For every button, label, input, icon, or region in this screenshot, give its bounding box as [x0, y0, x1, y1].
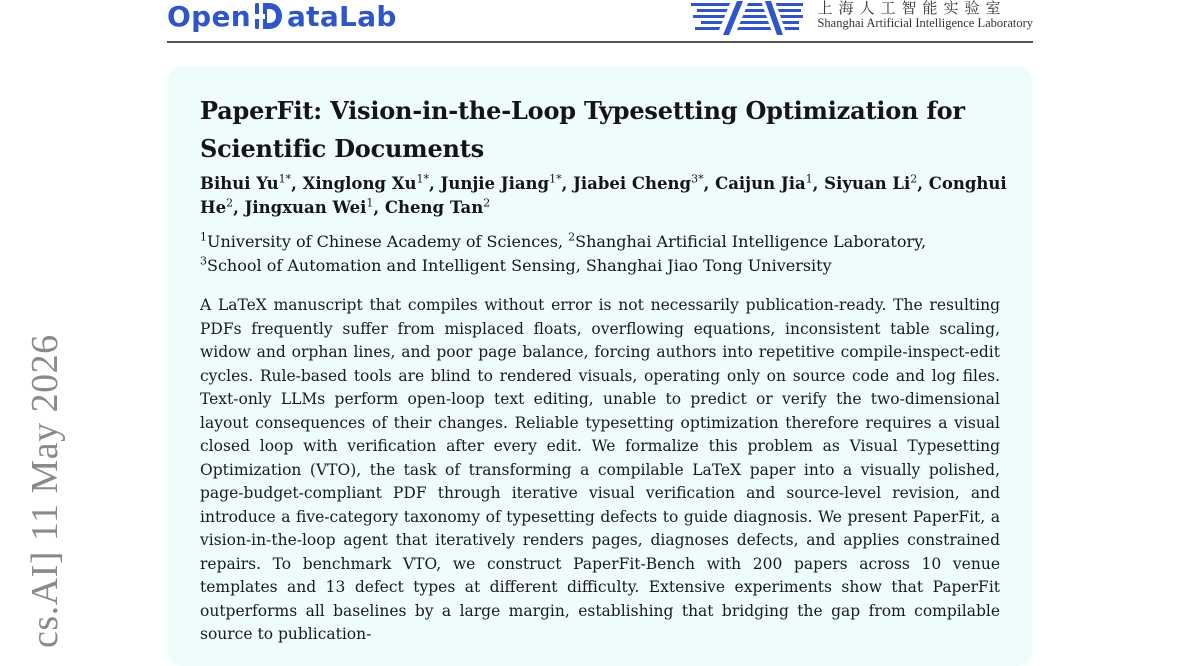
- author-name: Xinglong Xu: [302, 174, 417, 193]
- affiliation-marker: 3: [200, 254, 207, 268]
- shanghai-ai-lab-wordmark: [817, 0, 1033, 30]
- author-list: Bihui $Yu^{1*}$, Xinglong $Xu^{1*}$, Junjie Jiang$^{1*}$, Jiabei Cheng$^{3*}$, Caijun Jia$^1$, Siyuan Li$^2$, Conghui He$^2$, Jingxuan Wei$^1$, Cheng Tan$^2$: [200, 172, 1007, 217]
- author-affiliation-marker: 1*: [278, 172, 292, 186]
- page-header: [167, 0, 1033, 42]
- author-affiliation-marker: 2: [910, 172, 918, 186]
- lab-name-chinese: 上海人工智能实验室: [817, 0, 1007, 17]
- author-affiliation-marker: 1*: [549, 172, 562, 186]
- author-affiliation-marker: 1: [805, 172, 813, 186]
- author-name: Jingxuan Wei: [244, 198, 367, 217]
- author-name: Bihui Yu: [200, 174, 279, 193]
- author-name: Junjie Jiang: [440, 174, 550, 193]
- lab-name-english: Shanghai Artificial Intelligence Laboratory: [817, 16, 1033, 30]
- author-affiliation-marker: 2: [226, 196, 234, 210]
- author-name: Jiabei Cheng: [573, 174, 692, 193]
- shanghai-ai-lab-logo: [691, 0, 1033, 36]
- logo-text-atalab: ataLab: [286, 0, 397, 33]
- arxiv-side-stamp: cs.AI] 11 May 2026: [24, 334, 66, 648]
- author-affiliation-marker: 2: [483, 196, 491, 210]
- author-affiliation-marker: 3*: [691, 172, 704, 186]
- author-name: Cheng Tan: [384, 198, 484, 217]
- shanghai-ai-lab-emblem-icon: [691, 1, 809, 35]
- affiliation-marker: 2: [568, 230, 576, 244]
- author-name: Caijun Jia: [715, 174, 806, 193]
- opendatalab-logo: [167, 0, 397, 36]
- author-affiliation-marker: 1: [366, 196, 374, 210]
- affiliation-name: University of Chinese Academy of Sciences: [207, 232, 558, 251]
- affiliation-name: Shanghai Artificial Intelligence Laboratory: [575, 232, 922, 251]
- affiliation-marker: 1: [200, 230, 207, 244]
- paper-title: PaperFit: Vision-in-the-Loop Typesetting Optimization for Scientific Documents: [200, 96, 965, 163]
- header-divider: [167, 41, 1033, 43]
- affiliation-list: $^1$University of Chinese Academy of Sciences, $^2$Shanghai Artificial Intelligence Laboratory, $^3$School of Automation and Intelligent Sensing, Shanghai Jiao Tong University: [200, 230, 927, 275]
- author-name: Conghui He: [200, 174, 1007, 217]
- author-name: Siyuan Li: [824, 174, 911, 193]
- affiliation-name: School of Automation and Intelligent Sensing, Shanghai Jiao Tong University: [207, 255, 832, 275]
- author-affiliation-marker: 1*: [416, 172, 430, 186]
- logo-text-open: Open: [167, 0, 251, 33]
- abstract-text: A LaTeX manuscript that compiles without error is not necessarily publication-ready. The resulting PDFs frequently suffer from misplaced floats, overflowing equations, inconsistent table scaling, widow and orphan lines, and poor page balance, forcing authors into repetitive compile-inspect-edit cycles. Rule-based tools are blind to rendered visuals, operating only on source code and log files. Text-only LLMs perform open-loop text editing, unable to predict or verify the two-dimensional layout consequences of their changes. Reliable typesetting optimization therefore requires a visual closed loop with verification after every edit. We formalize this problem as Visual Typesetting Optimization (VTO), the task of transforming a compilable LaTeX paper into a visually polished, page-budget-compliant PDF through iterative visual verification and source-level revision, and introduce a five-category taxonomy of typesetting defects to guide diagnosis. We present PaperFit, a vision-in-the-loop agent that iteratively renders pages, diagnoses defects, and applies constrained repairs. To benchmark VTO, we construct PaperFit-Bench with 200 papers across 10 venue templates and 13 defect types at different difficulty. Extensive experiments show that PaperFit outperforms all baselines by a large margin, establishing that bridging the gap from compilable source to publication-: [200, 296, 1000, 643]
- opendatalab-logo-mark-icon: [254, 0, 284, 32]
